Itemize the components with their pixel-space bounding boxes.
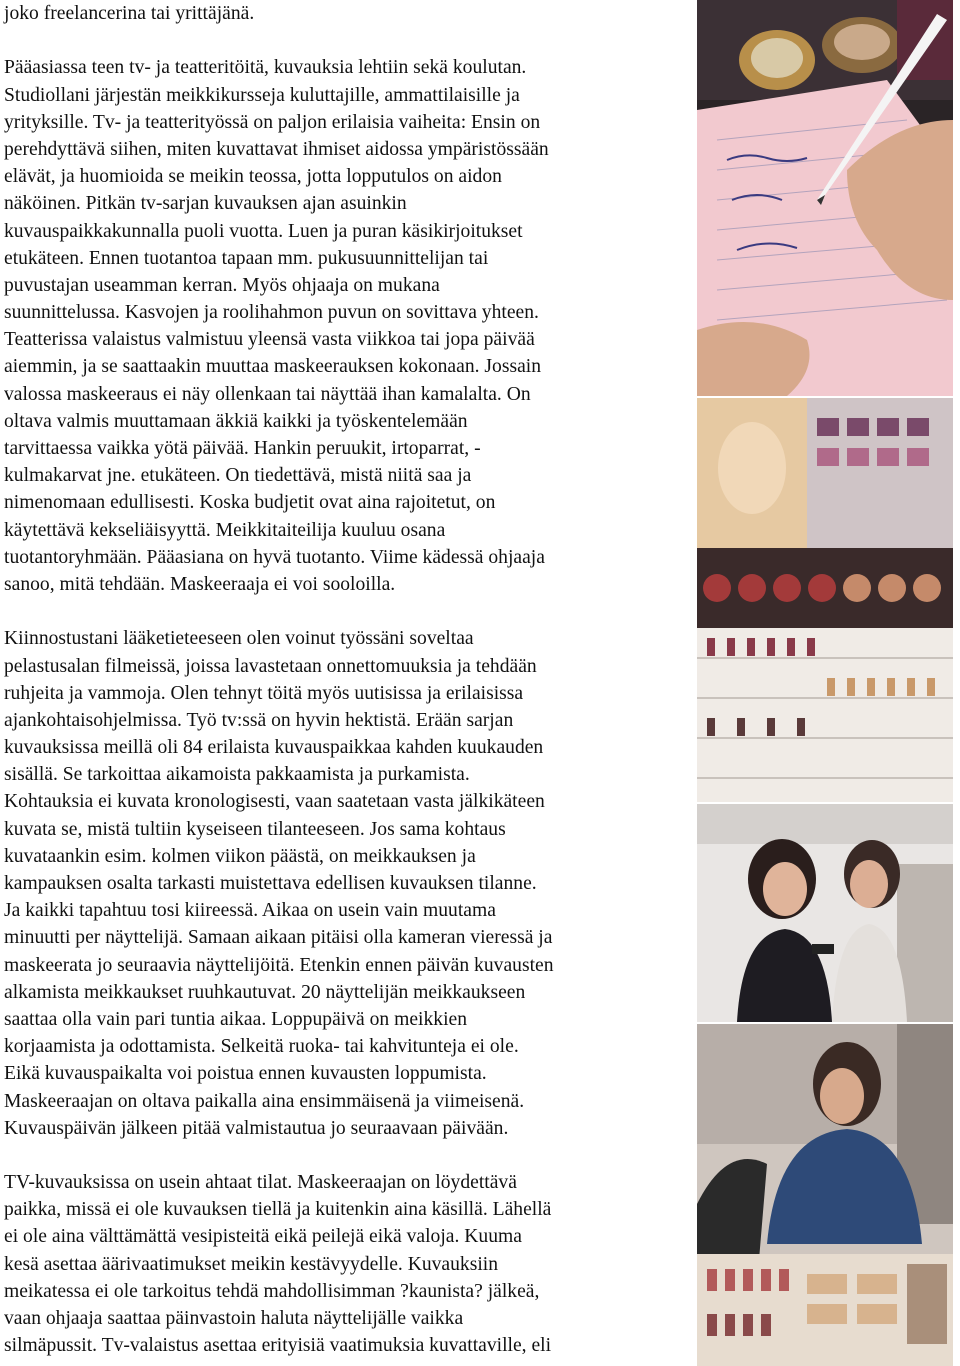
paragraph-tv-conditions — [4, 1169, 684, 1359]
makeup-counter-image — [697, 1024, 953, 1366]
paragraph-tv-work — [4, 625, 684, 1142]
text-line: suunnittelussa. Kasvojen ja roolihahmon puvun on sovittava yhteen. — [4, 302, 539, 324]
text-line: Teatterissa valaistus valmistuu yleensä vasta viikkoa tai jopa päivää — [4, 329, 535, 351]
text-line: nimenomaan edullisesti. Koska budjetit ovat aina rajoitetut, on — [4, 492, 496, 514]
text-line: vaan ohjaaja saattaa päinvastoin haluta näyttelijälle vaikka — [4, 1308, 464, 1329]
text-line: näköinen. Pitkän tv-sarjan kuvauksen ajan asuinkin — [4, 193, 407, 215]
text-line: valossa maskeeraus ei näy ollenkaan tai näyttää ihan kamalalta. On — [4, 383, 531, 405]
text-line: alkamista meikkaukset ruuhkautuvat. 20 näyttelijän meikkaukseen — [4, 981, 526, 1003]
paragraph-gap — [4, 598, 684, 625]
text-line: maskeerata jo seuraavia näyttelijöitä. Etenkin ennen päivän kuvausten — [4, 954, 554, 976]
text-line: Eikä kuvauspaikalta voi poistua ennen kuvausten loppumista. — [4, 1063, 487, 1085]
text-line: saattaa olla vain pari tuntia aikaa. Loppupäivä on meikkien — [4, 1008, 468, 1030]
text-line: Studiollani järjestän meikkikursseja kuluttajille, ammattilaisille ja — [4, 84, 520, 106]
text-line: TV-kuvauksissa on usein ahtaat tilat. Maskeeraajan on löydettävä — [4, 1172, 517, 1194]
text-line: joko freelancerina tai yrittäjänä. — [4, 3, 255, 24]
writing-notes-image — [697, 0, 953, 396]
photo-women-store — [697, 804, 953, 1022]
text-line: kesä asettaa äärivaatimukset meikin kestävyydelle. Kuvauksiin — [4, 1253, 499, 1275]
photo-makeup-counter — [697, 1024, 953, 1366]
text-line: sanoo, mitä tehdään. Maskeeraaja ei voi sooloilla. — [4, 573, 396, 595]
text-line: paikka, missä ei ole kuvauksen tiellä ja kuitenkin aina käsillä. Lähellä — [4, 1199, 552, 1221]
text-line: ajankohtaisohjelmissa. Työ tv:ssä on hyvin hektistä. Erään sarjan — [4, 709, 514, 731]
text-line: kuvata se, mistä tultiin kyseiseen tilanteeseen. Jos sama kohtaus — [4, 818, 506, 840]
text-line: meikatessa ei ole tarkoitus tehdä mahdollisimman ?kaunista? jälkeä, — [4, 1280, 540, 1302]
text-line: aiemmin, ja se saattaakin muuttaa maskeerauksen kokonaan. Jossain — [4, 356, 542, 378]
text-line: sisällä. Se tarkoittaa aikamoista pakkaamista ja purkamista. — [4, 764, 470, 786]
text-line: korjaamista ja odottamista. Selkeitä ruoka- tai kahvitunteja ei ole. — [4, 1036, 519, 1058]
text-line: Kuvauspäivän jälkeen pitää valmistautua jo seuraavaan päivään. — [4, 1117, 509, 1139]
article-text — [4, 0, 684, 1359]
text-line: tarvittaessa vaikka yötä päivää. Hankin peruukit, irtoparrat, - — [4, 438, 481, 459]
photo-column — [697, 0, 953, 1366]
paragraph-intro — [4, 0, 684, 27]
text-line: kulmakarvat jne. etukäteen. On tiedettävä, mistä niitä saa ja — [4, 465, 472, 487]
paragraph-gap — [4, 1142, 684, 1169]
text-line: yrityksille. Tv- ja teatterityössä on paljon erilaisia vaiheita: Ensin on — [4, 111, 541, 133]
cosmetics-counter-image — [697, 398, 953, 802]
text-line: kampauksen osalta tarkasti muistettava edellisen kuvauksen tilanne. — [4, 873, 537, 894]
text-line: kuvataankin esim. kolmen viikon päästä, on meikkauksen ja — [4, 845, 476, 867]
text-line: oltava valmis muuttamaan äkkiä kaikki ja työskentelemään — [4, 410, 468, 432]
text-line: etukäteen. Ennen tuotantoa tapaan mm. pukusuunnittelijan tai — [4, 247, 489, 269]
text-line: silmäpussit. Tv-valaistus asettaa erityisiä vaatimuksia kuvattaville, eli — [4, 1335, 552, 1357]
text-line: Kohtauksia ei kuvata kronologisesti, vaan saatetaan vasta jälkikäteen — [4, 791, 545, 813]
text-line: minuutti per näyttelijä. Samaan aikaan pitäisi olla kameran vieressä ja — [4, 927, 553, 949]
text-line: perehdyttävä siihen, miten kuvattavat ihmiset aidossa ympäristössään — [4, 138, 549, 160]
photo-writing-notes — [697, 0, 953, 396]
text-line: Pääasiassa teen tv- ja teatteritöitä, kuvauksia lehtiin sekä koulutan. — [4, 57, 527, 79]
paragraph-work-description — [4, 54, 684, 598]
text-line: tuotantoryhmään. Pääasiana on hyvä tuotanto. Viime kädessä ohjaaja — [4, 546, 545, 568]
text-line: puvustajan useamman kerran. Myös ohjaaja on mukana — [4, 274, 440, 296]
text-line: Kiinnostustani lääketieteeseen olen voinut työssäni soveltaa — [4, 628, 474, 650]
text-line: kuvauspaikkakunnalla puoli vuotta. Luen ja puran käsikirjoitukset — [4, 220, 523, 242]
text-line: käytettävä kekseliäisyyttä. Meikkitaiteilija kuuluu osana — [4, 519, 446, 541]
text-line: ei ole aina välttämättä vesipisteitä eikä peilejä eikä valoja. Kuuma — [4, 1226, 522, 1248]
women-store-image — [697, 804, 953, 1022]
paragraph-gap — [4, 27, 684, 54]
text-line: kuvauksissa meillä oli 84 erilaista kuvauspaikkaa kahden kuukauden — [4, 737, 544, 759]
text-line: pelastusalan filmeissä, joissa lavastetaan onnettomuuksia ja tehdään — [4, 655, 537, 677]
text-line: Ja kaikki tapahtuu tosi kiireessä. Aikaa on usein vain muutama — [4, 900, 496, 922]
text-line: ruhjeita ja vammoja. Olen tehnyt töitä myös uutisissa ja erilaisissa — [4, 682, 524, 704]
text-line: Maskeeraajan on oltava paikalla aina ensimmäisenä ja viimeisenä. — [4, 1090, 525, 1112]
text-line: elävät, ja huomioida se meikin teossa, jotta lopputulos on aidon — [4, 166, 502, 188]
photo-cosmetics-counter — [697, 398, 953, 802]
